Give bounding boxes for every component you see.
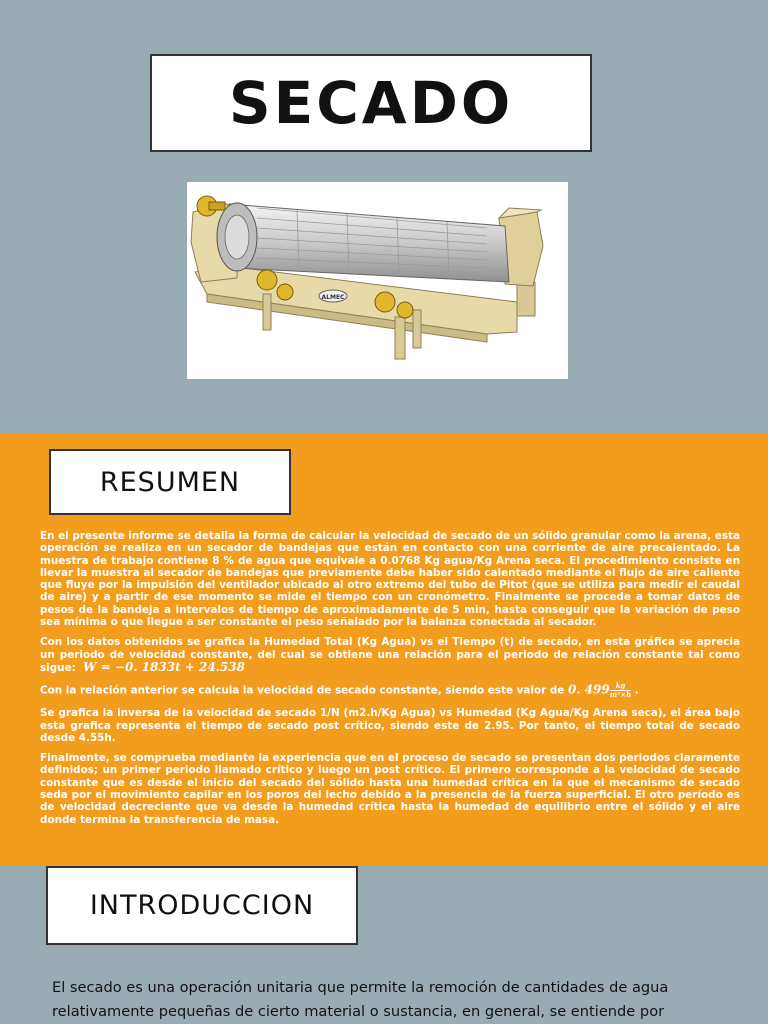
resumen-p3-prefix: Con la relación anterior se calcula la velocidad de secado constante, siendo este valor de (40, 684, 565, 697)
resumen-paragraph-1: En el presente informe se detalla la forma de calcular la velocidad de secado de un sólido granular como la arena, esta operación se realiza en un secador de bandejas que están en contacto con una corriente de aire precalentado. La muestra de trabajo contiene 8 % de agua que equivale a 0.0768 Kg agua/Kg Arena seca. El procedimiento consiste en llevar la muestra al secador de bandejas que previamente debe haber sido calentado mediante el flujo de aire caliente que fluye por la impulsión del ventilador ubicado al otro extremo del tubo de Pitot (que se utiliza para medir el caudal de aire) y a partir de ese momento se mide el tiempo con un cronómetro. Finalmente se procede a tomar datos de pesos de la bandeja a intervalos de tiempo de aproximadamente de 5 min, hasta conseguir que la variación de peso sea mínima o que llegue a ser constante el peso señalado por la balanza conectada al secador. (40, 530, 740, 629)
brand-plate-label: ALMEC (321, 294, 345, 301)
resumen-p2-text: Con los datos obtenidos se grafica la Humedad Total (Kg Agua) vs el Tiempo (t) de secado, en esta gráfica se aprecia un periodo de velocidad constante, del cual se obtiene una relación para el periodo de relación constante tal como sigue: (40, 636, 740, 674)
resumen-paragraph-2 (40, 636, 740, 674)
title-box (150, 54, 592, 152)
resumen-paragraph-4: Se grafica la inversa de la velocidad de secado 1/N (m2.h/Kg Agua) vs Humedad (Kg Agua/Kg Arena seca), el área bajo esta grafica representa el tiempo de secado post crítico, siendo este de 2.95. Por tanto, el tiempo total de secado desde 4.55h. (40, 707, 740, 744)
page-title: SECADO (228, 69, 514, 137)
introduccion-heading-box (46, 866, 358, 945)
introduccion-heading: INTRODUCCION (89, 890, 315, 921)
resumen-paragraph-5: Finalmente, se comprueba mediante la experiencia que en el proceso de secado se presentan dos periodos claramente definidos; un primer periodo llamado crítico y luego un post crítico. El primero corresponde a la velocidad de secado constante que es desde el inicio del secado del sólido hasta una humedad crítica en la que el mecanismo de secado seda por el movimiento capilar en los poros del lecho debido a la presencia de la fuerza superficial. El otro período es de velocidad decreciente que va desde la humedad crítica hasta la humedad de equilibrio entre el sólido y el aire donde termina la transferencia de masa. (40, 752, 740, 826)
resumen-body (40, 530, 740, 834)
resumen-heading-box (49, 449, 291, 515)
rotary-dryer-illustration-icon (187, 182, 568, 379)
introduccion-line-1: El secado es una operación unitaria que permite la remoción de cantidades de agua (52, 979, 669, 996)
unit-denominator: m²×h (609, 690, 632, 700)
resumen-p3-suffix: . (634, 684, 639, 697)
unit-numerator: kg (610, 682, 631, 691)
introduccion-body (52, 976, 752, 1024)
resumen-equation: W = −0. 1833t + 24.538 (83, 659, 245, 674)
resumen-heading: RESUMEN (99, 466, 241, 498)
resumen-p3-value: 0. 499 (567, 682, 610, 697)
introduccion-line-2: relativamente pequeñas de cierto material o sustancia, en general, se entiende por (52, 1003, 665, 1020)
resumen-p3-unit (610, 682, 631, 699)
resumen-paragraph-3 (40, 682, 740, 699)
hero-image (187, 182, 568, 379)
